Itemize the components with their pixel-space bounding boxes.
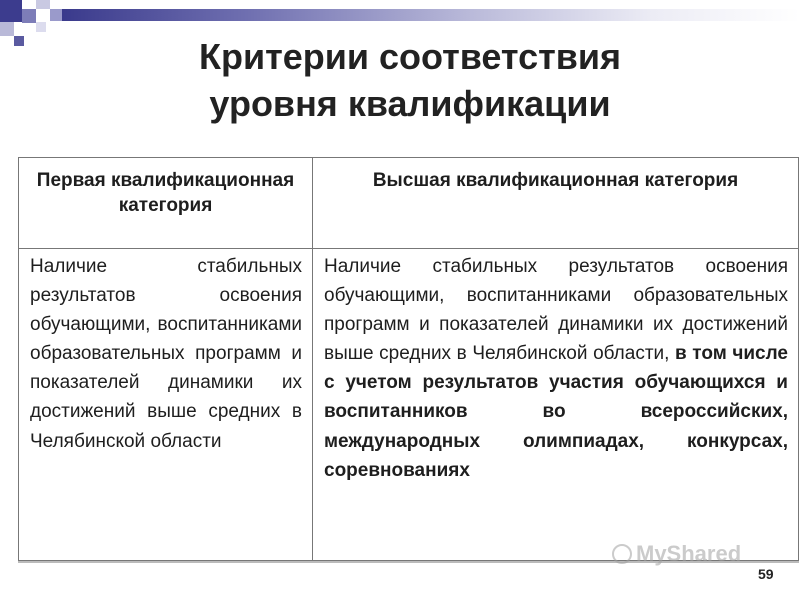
header-first-category: Первая квалификационная категория: [19, 158, 313, 249]
deco-square: [22, 9, 36, 23]
table-row: [19, 249, 799, 561]
deco-square: [14, 36, 24, 46]
first-category-criteria: Наличие стабильных результатов освоения обучающими, воспитанниками образовательных программ и показателей динамики их достижений выше средних в Челябинской области: [19, 249, 313, 561]
deco-square: [0, 22, 14, 36]
deco-square: [50, 9, 62, 21]
header-higher-category: Высшая квалификационная категория: [313, 158, 799, 249]
watermark-text: MyShared: [636, 541, 742, 566]
higher-category-criteria-bold: в том числе с учетом результатов участия обучающихся и воспитанников во всероссийских, международных олимпиадах, конкурсах, соревнованиях: [324, 343, 788, 481]
table-header-row: [19, 158, 799, 249]
slide-title-line1: Критерии соответствия: [198, 36, 621, 77]
watermark-logo-icon: [612, 544, 632, 564]
criteria-table: [18, 157, 799, 561]
page-number: 59: [758, 566, 774, 582]
higher-category-criteria-plain: Наличие стабильных результатов освоения обучающими, воспитанниками образовательных программ и показателей динамики их достижений выше средних в Челябинской области,: [324, 256, 788, 365]
deco-square: [36, 0, 50, 9]
deco-gradient-bar: [62, 9, 800, 21]
deco-square: [0, 0, 22, 22]
watermark: [612, 541, 741, 567]
deco-square: [36, 22, 46, 32]
slide-title: [60, 33, 760, 127]
slide-title-line2: уровня квалификации: [209, 83, 611, 124]
higher-category-criteria: [313, 249, 799, 561]
